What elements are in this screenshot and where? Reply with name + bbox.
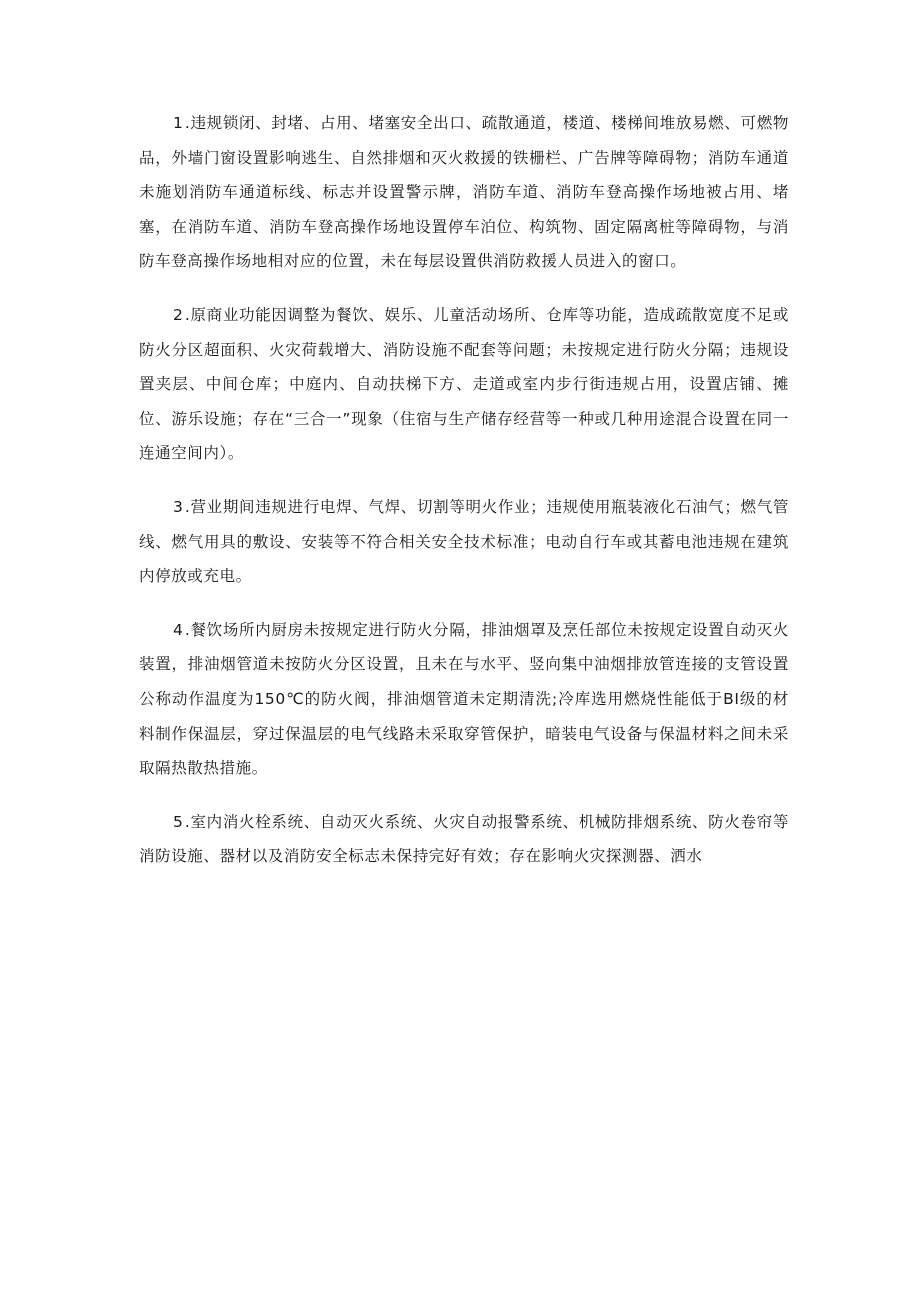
item-text: .营业期间违规进行电焊、气焊、切割等明火作业；违规使用瓶装液化石油气；燃气管线、燃气用具的敷设、安装等不符合相关安全技术标准；电动自行车或其蓄电池违规在建筑内停放或充电。 [139,497,789,586]
item-number: 1 [173,114,185,132]
item-number: 5 [173,812,185,831]
item-number: 2 [173,305,185,324]
document-body [139,106,789,893]
item-number: 3 [173,497,185,516]
item-text: .违规锁闭、封堵、占用、堵塞安全出口、疏散通道，楼道、楼梯间堆放易燃、可燃物品，外墙门窗设置影响逃生、自然排烟和灭火救援的铁栅栏、广告牌等障碍物；消防车通道未施划消防车通道标线、标志并设置警示牌，消防车道、消防车登高操作场地被占用、堵塞，在消防车道、消防车登高操作场地设置停车泊位、构筑物、固定隔离桩等障碍物，与消防车登高操作场地相对应的位置，未在每层设置供消防救援人员进入的窗口。 [139,114,789,271]
item-text: .室内消火栓系统、自动灭火系统、火灾自动报警系统、机械防排烟系统、防火卷帘等消防设施、器材以及消防安全标志未保持完好有效；存在影响火灾探测器、洒水 [139,812,789,866]
list-item [139,613,789,786]
list-item [139,805,789,874]
item-number: 4 [173,620,185,639]
list-item [139,106,789,279]
item-text: .原商业功能因调整为餐饮、娱乐、儿童活动场所、仓库等功能，造成疏散宽度不足或防火分区超面积、火灾荷载增大、消防设施不配套等问题；未按规定进行防火分隔；违规设置夹层、中间仓库；中庭内、自动扶梯下方、走道或室内步行街违规占用，设置店铺、摊位、游乐设施；存在“三合一”现象（住宿与生产储存经营等一种或几种用途混合设置在同一连通空间内）。 [139,305,789,463]
list-item [139,298,789,471]
list-item [139,490,789,594]
item-text: .餐饮场所内厨房未按规定进行防火分隔，排油烟罩及烹任部位未按规定设置自动灭火装置，排油烟管道未按防火分区设置，且未在与水平、竖向集中油烟排放管连接的支管设置公称动作温度为150℃的防火阀，排油烟管道未定期清洗;冷库选用燃烧性能低于BI级的材料制作保温层，穿过保温层的电气线路未采取穿管保护，暗装电气设备与保温材料之间未采取隔热散热措施。 [139,620,789,778]
